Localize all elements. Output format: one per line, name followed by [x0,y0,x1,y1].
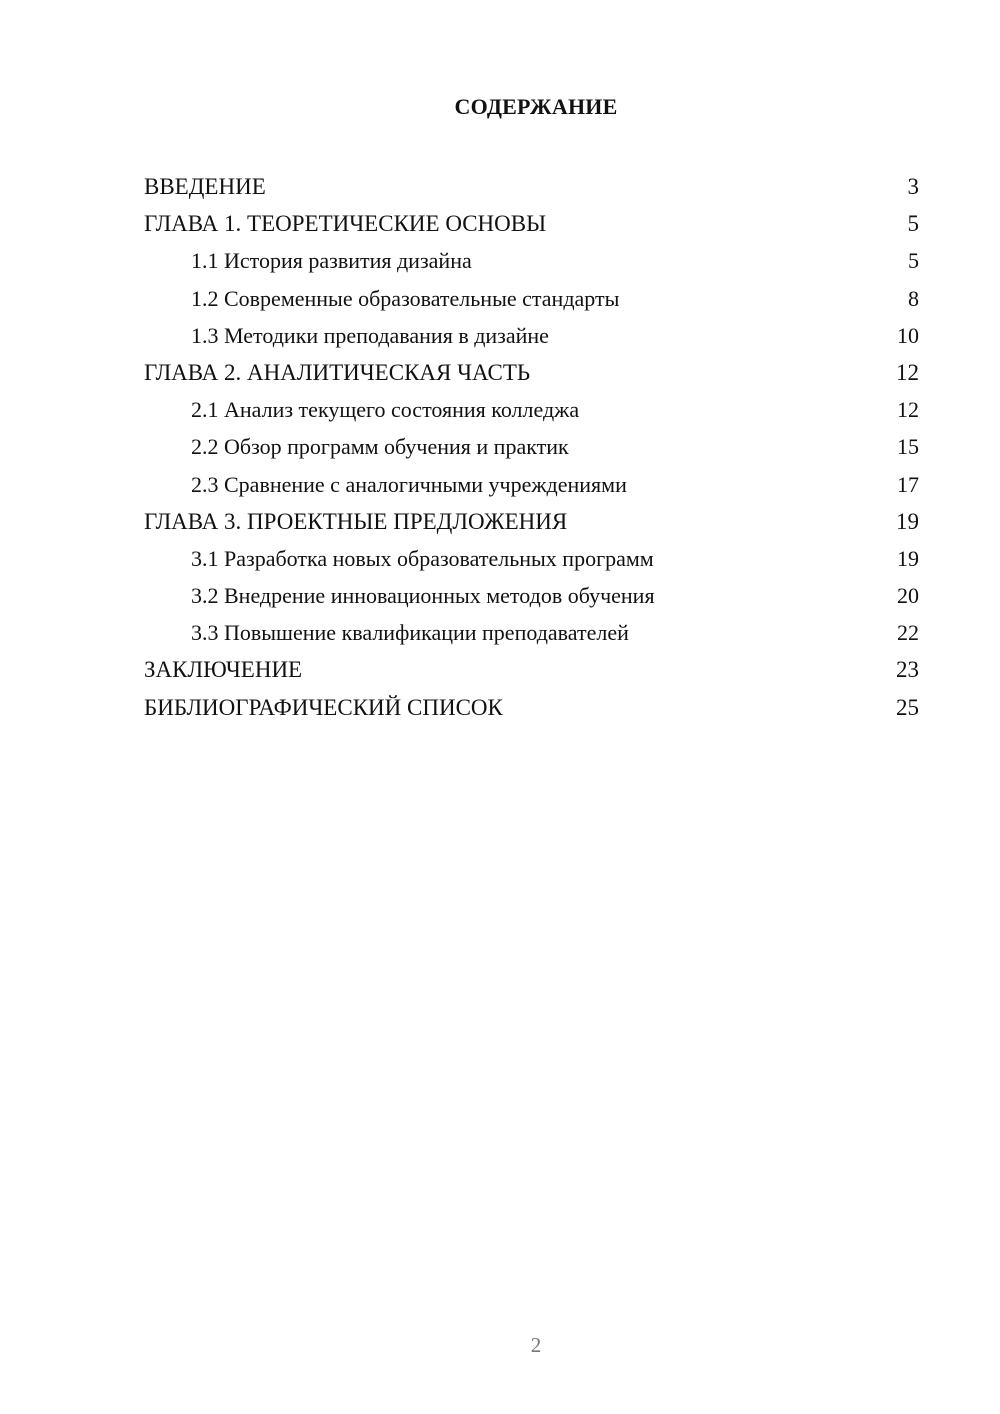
toc-entry-chapter-2 [144,354,919,391]
toc-entry-page: 17 [897,471,919,497]
toc-entry-section-1-3 [144,317,919,354]
toc-entry-label: 3.2 Внедрение инновационных методов обучения [191,583,655,609]
toc-entry-section-3-1 [144,540,919,577]
toc-entry-section-2-3 [144,466,919,503]
toc-entry-label: 1.1 История развития дизайна [191,248,472,274]
toc-entry-label: 2.3 Сравнение с аналогичными учреждениями [191,471,627,497]
toc-entry-conclusion [144,651,919,688]
toc-entry-page: 5 [908,248,919,274]
toc-entry-section-1-2 [144,280,919,317]
toc-entry-page: 22 [897,620,919,646]
toc-entry-bibliography [144,689,919,726]
toc-entry-page: 25 [896,694,919,720]
toc-entry-page: 20 [897,583,919,609]
toc-entry-section-1-1 [144,242,919,279]
toc-entry-label: ЗАКЛЮЧЕНИЕ [144,657,303,683]
page-title: СОДЕРЖАНИЕ [454,94,618,119]
toc-entry-page: 15 [897,434,919,460]
toc-entry-section-2-1 [144,391,919,428]
toc-entry-label: 1.3 Методики преподавания в дизайне [191,322,549,348]
toc-entry-label: 3.1 Разработка новых образовательных программ [191,545,654,571]
toc-entry-introduction [144,168,919,205]
toc-entry-page: 8 [908,285,919,311]
toc-entry-label: ГЛАВА 3. ПРОЕКТНЫЕ ПРЕДЛОЖЕНИЯ [144,508,568,534]
table-of-contents [144,168,919,726]
toc-entry-label: БИБЛИОГРАФИЧЕСКИЙ СПИСОК [144,694,503,720]
toc-entry-section-3-3 [144,614,919,651]
toc-entry-page: 5 [907,211,919,237]
toc-entry-label: ГЛАВА 2. АНАЛИТИЧЕСКАЯ ЧАСТЬ [144,359,531,385]
toc-entry-page: 12 [896,359,919,385]
toc-entry-page: 19 [896,508,919,534]
toc-entry-page: 3 [907,174,919,199]
toc-entry-page: 10 [897,322,919,348]
toc-entry-section-2-2 [144,428,919,465]
toc-entry-label: 2.1 Анализ текущего состояния колледжа [191,397,580,423]
toc-entry-chapter-1 [144,205,919,242]
toc-entry-section-3-2 [144,577,919,614]
toc-entry-label: 2.2 Обзор программ обучения и практик [191,434,569,460]
page-number: 2 [530,1333,542,1357]
toc-entry-label: 3.3 Повышение квалификации преподавателей [191,620,629,646]
toc-entry-label: ВВЕДЕНИЕ [144,174,266,199]
toc-entry-page: 19 [897,545,919,571]
toc-entry-chapter-3 [144,503,919,540]
toc-entry-page: 23 [896,657,919,683]
toc-entry-page: 12 [897,397,919,423]
toc-entry-label: ГЛАВА 1. ТЕОРЕТИЧЕСКИЕ ОСНОВЫ [144,211,547,237]
toc-entry-label: 1.2 Современные образовательные стандарты [191,285,620,311]
